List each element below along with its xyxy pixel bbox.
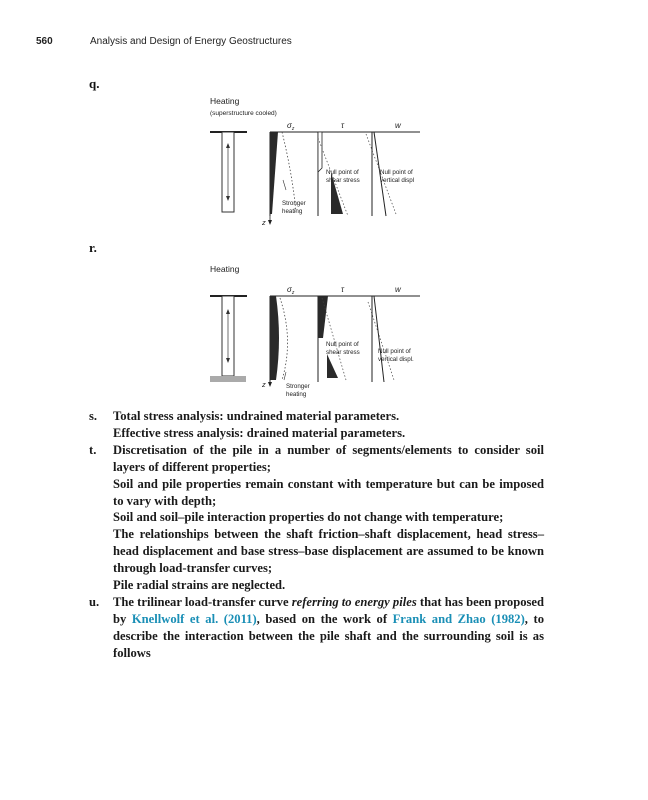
running-title: Analysis and Design of Energy Geostructures (90, 36, 292, 47)
figure-r-null-shear-line1: Null point of (326, 341, 359, 348)
figure-q-stronger-line2: heating (282, 208, 303, 215)
figure-r-stronger-line1: Stronger (286, 383, 310, 390)
entry-t-paragraph: Soil and soil–pile interaction properties do not change with temperature; (113, 510, 504, 525)
figure-r-z-label: z (262, 380, 266, 389)
figure-q-null-displ-line1: Null point of (380, 169, 413, 176)
entry-t (89, 442, 544, 594)
figure-q-tau-upper (318, 132, 322, 172)
figure-q-stronger-pointer (283, 180, 286, 190)
figure-r-label: r. (89, 240, 97, 255)
figure-r-sigma-stronger-curve (280, 298, 288, 380)
figure-q-tau-header: τ (341, 121, 344, 130)
entry-u (89, 594, 544, 662)
entry-t-paragraph: Pile radial strains are neglected. (113, 578, 286, 593)
entry-u-paragraph (113, 594, 544, 662)
entry-s-line: Effective stress analysis: drained material parameters. (113, 425, 406, 440)
figure-r-stronger-pointer (284, 372, 286, 380)
figure-r-diagram (200, 262, 440, 402)
entry-u-text: The trilinear load-transfer curve (113, 594, 292, 609)
entry-s (89, 408, 544, 442)
figure-r-null-shear-line2: shear stress (326, 349, 360, 356)
entry-t-paragraph: The relationships between the shaft friction–shaft displacement, head stress–head displacement and base stress–base displacement are assumed to be known through load-transfer curves; (113, 527, 544, 576)
page-number: 560 (36, 36, 53, 47)
figure-q-sigma-header: $\sigma_z$ (287, 121, 295, 132)
entry-t-letter: t. (89, 442, 97, 457)
entry-t-paragraph: Discretisation of the pile in a number of segments/elements to consider soil layers of different properties; (113, 442, 544, 474)
figure-r-rigid-base (210, 376, 246, 382)
figure-r-sigma-header: $\sigma_z$ (287, 285, 295, 296)
figure-q-subtitle: (superstructure cooled) (210, 110, 277, 117)
figure-q-null-shear-line1: Null point of (326, 169, 359, 176)
figure-r-null-displ-line2: vertical displ. (378, 356, 414, 363)
citation-link-frank-zhao[interactable]: Frank and Zhao (1982) (392, 611, 525, 626)
figure-q-diagram (200, 94, 440, 234)
figure-r-stronger-line2: heating (286, 391, 307, 398)
figure-r-tau-lower (327, 354, 338, 378)
entry-u-text: , to describe the interaction between the pile shaft and the surrounding soil is as follows (113, 611, 545, 660)
figure-q-label: q. (89, 76, 100, 91)
entry-u-text: , based on the work of (256, 611, 393, 626)
citation-link-knellwolf[interactable]: Knellwolf et al. (2011) (131, 611, 257, 626)
figure-q-null-displ-line2: vertical displ (380, 177, 415, 184)
entry-s-letter: s. (89, 409, 98, 423)
figure-q-w-header: w (395, 121, 401, 130)
figure-r-w-header: w (395, 285, 401, 294)
figure-q-z-arrow-head (268, 220, 272, 225)
figure-q-stronger-line1: Stronger (282, 200, 306, 207)
figure-r-tau-header: τ (341, 285, 344, 294)
entry-t-paragraph: Soil and pile properties remain constant with temperature but can be imposed to vary with depth; (113, 476, 544, 508)
entry-u-letter: u. (89, 594, 100, 609)
entry-s-line: Total stress analysis: undrained material parameters. (113, 409, 400, 423)
figure-r-null-displ-line1: Null point of (378, 348, 411, 355)
figure-q-title: Heating (210, 96, 240, 106)
entry-u-text: that has been proposed by (113, 594, 544, 626)
figure-r-sigma-profile (270, 296, 279, 380)
figure-r-w-profile (374, 296, 384, 382)
entry-u-italic: referring to energy piles (291, 594, 417, 609)
figure-r-title: Heating (210, 264, 240, 274)
figure-r-z-arrow-head (268, 382, 272, 387)
figure-q-z-label: z (262, 218, 266, 227)
figure-q-null-shear-line2: shear stress (326, 177, 360, 184)
body-text (89, 408, 544, 662)
figure-q-sigma-profile (270, 132, 278, 214)
